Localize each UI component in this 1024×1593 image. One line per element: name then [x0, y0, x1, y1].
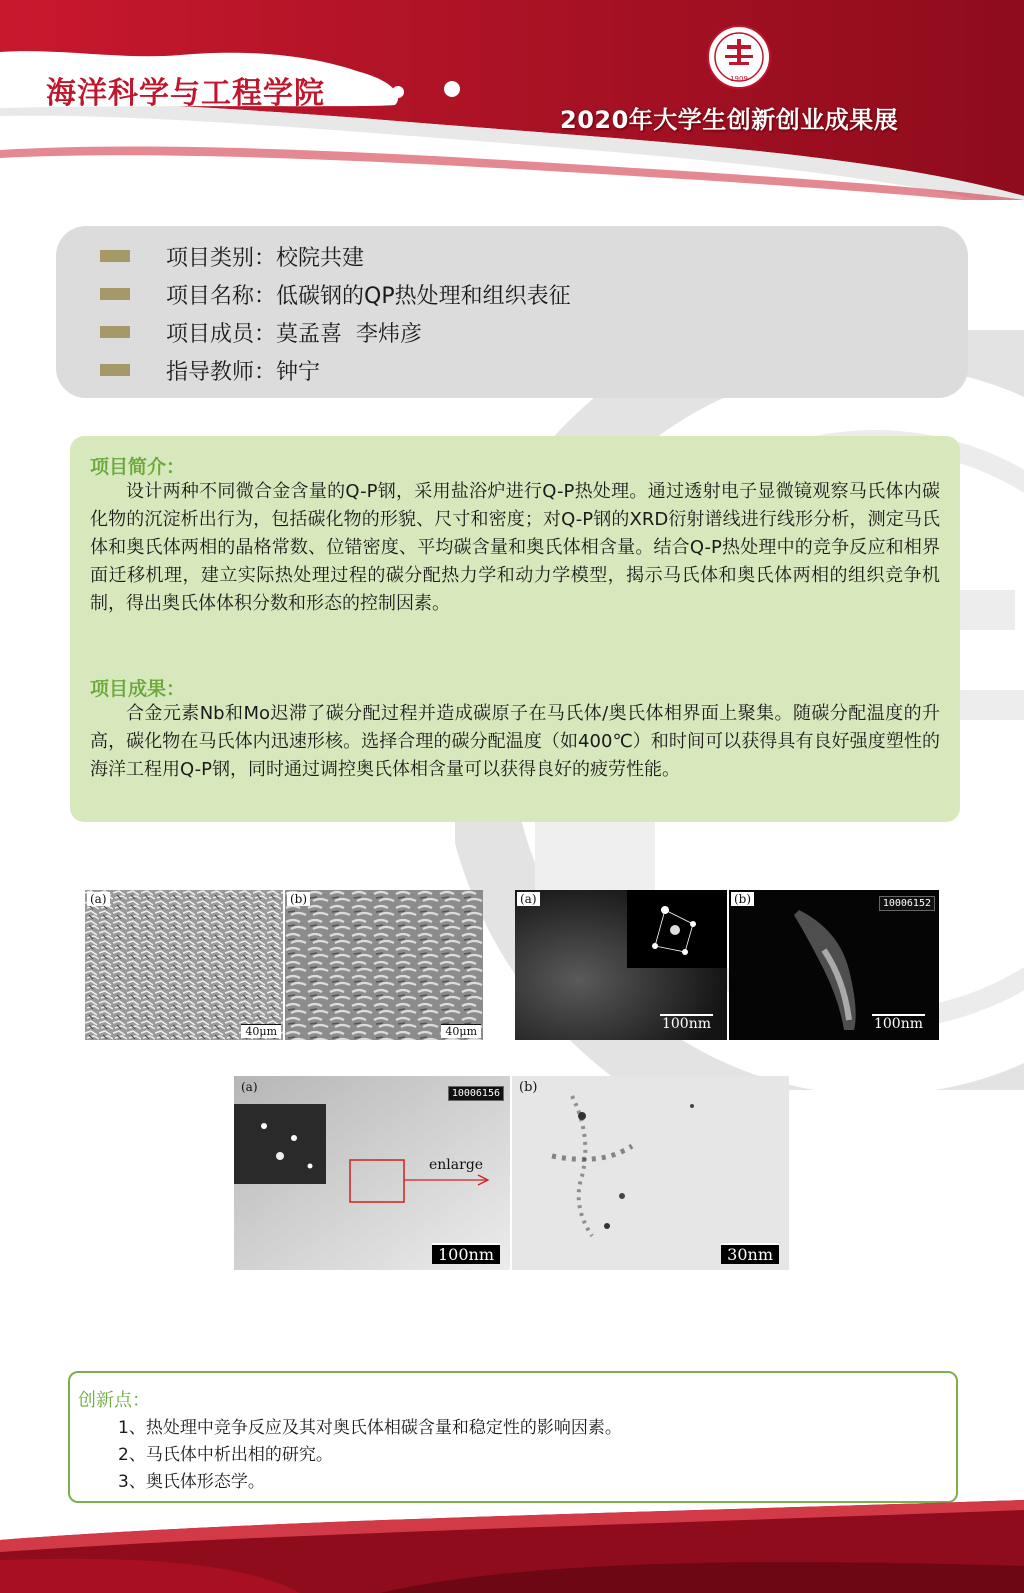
- innovation-item: 1、热处理中竞争反应及其对奥氏体相碳含量和稳定性的影响因素。: [118, 1418, 622, 1438]
- footer-banner: [0, 1500, 1024, 1593]
- info-label: 指导教师：: [166, 359, 277, 385]
- info-label: 项目成员：: [166, 321, 277, 347]
- enlarge-annotation: enlarge: [429, 1157, 484, 1173]
- info-label: 项目名称：: [166, 283, 277, 309]
- panel-label: (b): [519, 1080, 538, 1095]
- bullet-icon: [100, 326, 130, 338]
- panel-label: (b): [287, 892, 310, 906]
- innovation-title: 创新点：: [78, 1390, 150, 1411]
- bullet-icon: [100, 250, 130, 262]
- scale-bar-label: 100nm: [661, 1016, 711, 1032]
- info-value: 校院共建: [276, 245, 365, 271]
- image-code: 10006156: [448, 1086, 504, 1101]
- micrograph-sem-b: [285, 890, 483, 1040]
- micrograph-sem-a: [85, 890, 283, 1040]
- info-value: 低碳钢的QP热处理和组织表征: [276, 283, 571, 309]
- innovation-item: 3、奥氏体形态学。: [118, 1472, 265, 1492]
- intro-title: 项目简介：: [90, 456, 186, 478]
- scale-bar-label: 30nm: [721, 1243, 779, 1264]
- scale-bar-label: 40μm: [441, 1024, 481, 1038]
- info-row-members: [100, 317, 422, 347]
- university-seal-icon: [707, 25, 771, 89]
- micrograph-tem-bright-b: [512, 1076, 789, 1270]
- info-value: 钟宁: [276, 359, 321, 385]
- results-text: 合金元素Nb和Mo迟滞了碳分配过程并造成碳原子在马氏体/奥氏体相界面上聚集。随碳分配温度的升高，碳化物在马氏体内迅速形核。选择合理的碳分配温度（如400℃）和时间可以获得具有良好强度塑性的海洋工程用Q-P钢，同时通过调控奥氏体相含量可以获得良好的疲劳性能。: [90, 703, 940, 780]
- info-label: 项目类别：: [166, 245, 277, 271]
- exhibition-title: 2020年大学生创新创业成果展: [560, 106, 899, 134]
- info-row-name: [100, 279, 571, 309]
- scale-bar-label: 100nm: [873, 1016, 923, 1032]
- results-title: 项目成果：: [90, 678, 186, 700]
- image-code: 10006152: [879, 896, 935, 911]
- info-value: 莫孟喜 李炜彦: [276, 321, 423, 347]
- scale-bar-label: 40μm: [241, 1024, 281, 1038]
- micrograph-tem-bright-a: [234, 1076, 510, 1270]
- seal-year: 1909: [730, 75, 748, 83]
- panel-label: (a): [517, 892, 540, 906]
- bullet-icon: [100, 288, 130, 300]
- panel-label: (a): [241, 1080, 258, 1094]
- innovation-item: 2、马氏体中析出相的研究。: [118, 1445, 333, 1465]
- college-name: 海洋科学与工程学院: [46, 76, 325, 111]
- micrograph-tem-b: [729, 890, 939, 1040]
- intro-text: 设计两种不同微合金含量的Q-P钢，采用盐浴炉进行Q-P热处理。通过透射电子显微镜观察马氏体内碳化物的沉淀析出行为，包括碳化物的形貌、尺寸和密度；对Q-P钢的XRD衍射谱线进行线形分析，测定马氏体和奥氏体两相的晶格常数、位错密度、平均碳含量和奥氏体相含量。结合Q-P热处理中的竞争反应和相界面迁移机理，建立实际热处理过程的碳分配热力学和动力学模型，揭示马氏体和奥氏体两相的组织竞争机制，得出奥氏体体积分数和形态的控制因素。: [90, 481, 940, 614]
- micrograph-tem-a: [515, 890, 727, 1040]
- info-row-advisor: [100, 355, 320, 385]
- info-row-category: [100, 241, 364, 271]
- panel-label: (b): [731, 892, 754, 906]
- panel-label: (a): [87, 892, 110, 906]
- scale-bar-label: 100nm: [432, 1243, 500, 1264]
- bullet-icon: [100, 364, 130, 376]
